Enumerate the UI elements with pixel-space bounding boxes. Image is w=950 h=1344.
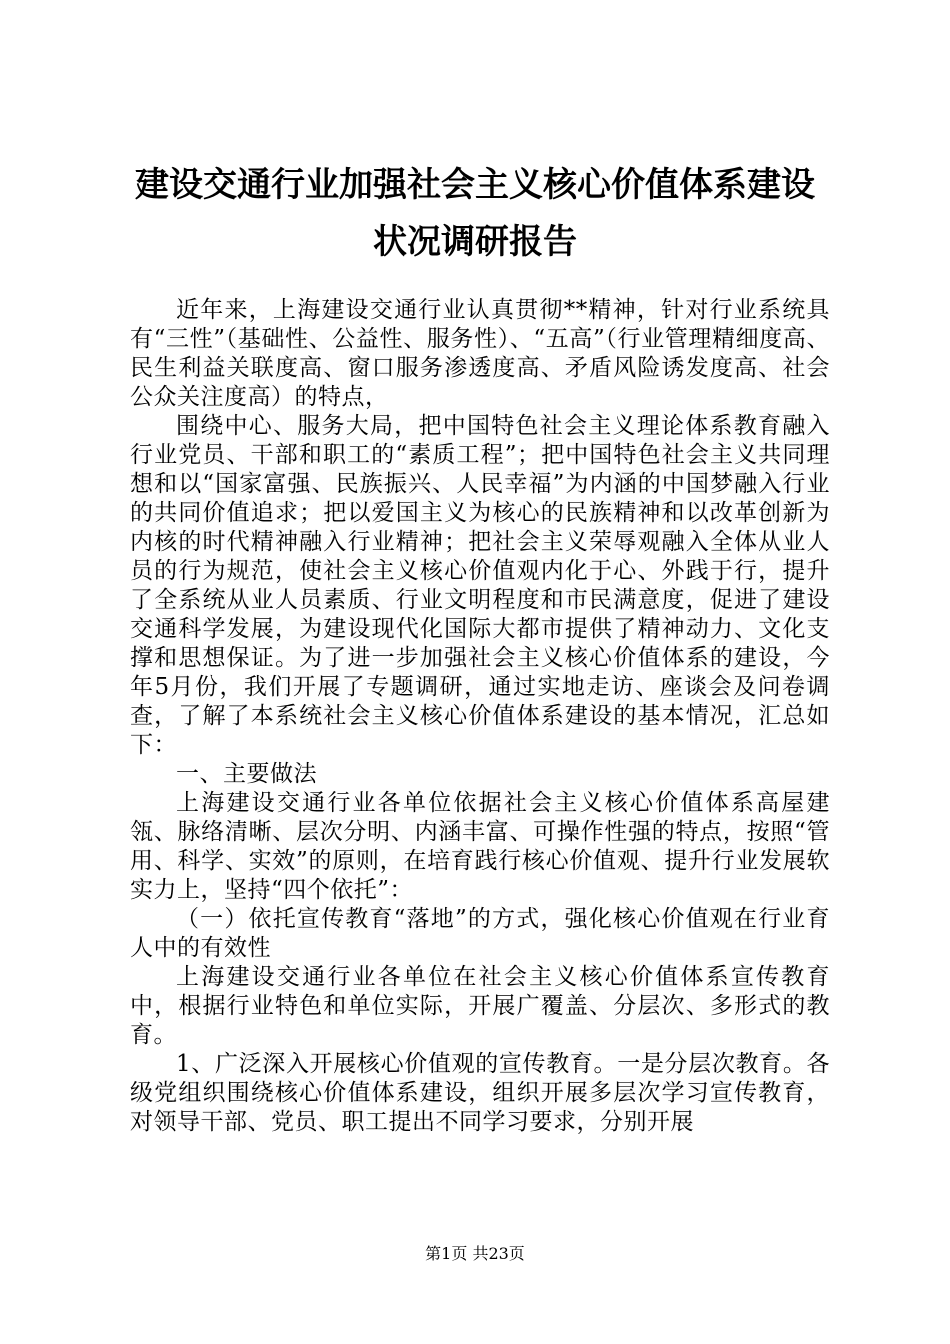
document-title-line-2: 状况调研报告	[373, 222, 577, 262]
page-number-footer: 第1页 共23页	[425, 1244, 525, 1263]
document-title-line-1: 建设交通行业加强社会主义核心价值体系建设	[135, 165, 815, 205]
paragraph-overview: 围绕中心、服务大局，把中国特色社会主义理论体系教育融入行业党员、干部和职工的“素质工程”；把中国特色社会主义共同理想和以“国家富强、民族振兴、人民幸福”为内涵的中国梦融入行业的共同价值追求；把以爱国主义为核心的民族精神和以改革创新为内核的时代精神融入行业精神；把社会主义荣辱观融入全体从业人员的行为规范，使社会主义核心价值观内化于心、外践于行，提升了全系统从业人员素质、行业文明程度和市民满意度，促进了建设交通科学发展，为建设现代化国际大都市提供了精神动力、文化支撑和思想保证。为了进一步加强社会主义核心价值体系的建设，今年5月份，我们开展了专题调研，通过实地走访、座谈会及问卷调查，了解了本系统社会主义核心价值体系建设的基本情况，汇总如下：	[130, 413, 830, 758]
paragraph-intro: 近年来，上海建设交通行业认真贯彻**精神，针对行业系统具有“三性”（基础性、公益性、服务性）、“五高”（行业管理精细度高、民生利益关联度高、窗口服务渗透度高、矛盾风险诱发度高、社会公众关注度高）的特点，	[130, 297, 830, 410]
paragraph-four-reliances: 上海建设交通行业各单位依据社会主义核心价值体系高屋建瓴、脉络清晰、层次分明、内涵丰富、可操作性强的特点，按照“管用、科学、实效”的原则，在培育践行核心价值观、提升行业发展软实力上，坚持“四个依托”：	[130, 790, 830, 903]
paragraph-item-1: 1、广泛深入开展核心价值观的宣传教育。一是分层次教育。各级党组织围绕核心价值体系建设，组织开展多层次学习宣传教育，对领导干部、党员、职工提出不同学习要求，分别开展	[130, 1051, 830, 1135]
document-body	[130, 296, 830, 1137]
section-heading-main-practices: 一、主要做法	[176, 761, 317, 787]
paragraph-education: 上海建设交通行业各单位在社会主义核心价值体系宣传教育中，根据行业特色和单位实际，开展广覆盖、分层次、多形式的教育。	[130, 964, 830, 1048]
subsection-heading-1: （一）依托宣传教育“落地”的方式，强化核心价值观在行业育人中的有效性	[130, 906, 830, 961]
